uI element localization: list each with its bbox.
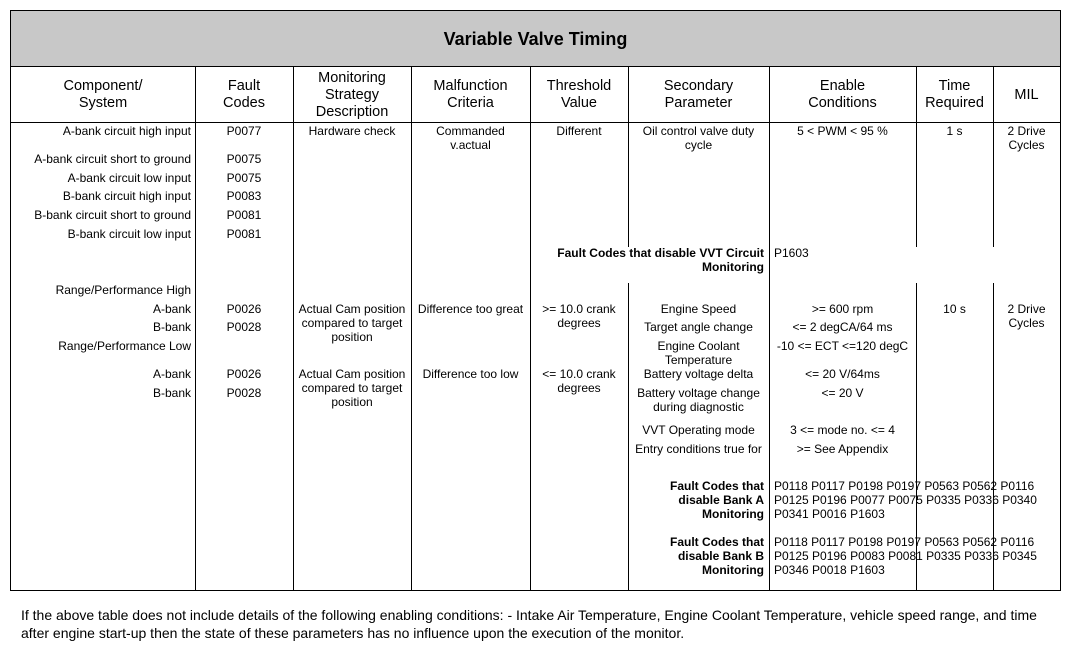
fault-code: P0075 <box>226 152 262 166</box>
enable-condition: 5 < PWM < 95 % <box>797 124 888 138</box>
vvt-disable-label: Fault Codes that disable VVT Circuit <box>557 246 764 260</box>
threshold-value: <= 10.0 crank <box>542 367 616 381</box>
header-malfunction: Malfunction Criteria <box>433 78 508 111</box>
fault-code: P0026 <box>226 367 262 381</box>
component-label: A-bank circuit low input <box>67 171 191 185</box>
fault-code: P0077 <box>226 124 262 138</box>
monitoring-strategy: Hardware check <box>308 124 396 138</box>
monitoring-strategy: compared to target <box>301 316 403 330</box>
mil-value: Cycles <box>1008 316 1045 330</box>
secondary-parameter: Engine Speed <box>660 302 737 316</box>
footnote: If the above table does not include details of the following enabling conditions: - Intake Air Temperature, Engine Coolant Temperature, vehicle speed range, and time after engine start-up then the state of these parameters has no influence upon the execution of the monitor. <box>21 607 1037 641</box>
time-required: 10 s <box>943 302 966 316</box>
threshold-value: Different <box>556 124 602 138</box>
range-performance-high: Range/Performance High <box>55 283 191 297</box>
malfunction-criteria: v.actual <box>450 138 491 152</box>
component-label: B-bank circuit high input <box>62 189 191 203</box>
mil-value: 2 Drive <box>1007 124 1046 138</box>
threshold-value: >= 10.0 crank <box>542 302 616 316</box>
fault-code: P0081 <box>226 227 262 241</box>
bank-a-disable-codes: P0341 P0016 P1603 <box>774 507 885 521</box>
secondary-parameter: Oil control valve duty <box>642 124 755 138</box>
header-time: Time Required <box>925 78 984 111</box>
header-component: Component/ System <box>63 78 143 111</box>
enable-condition: <= 20 V/64ms <box>805 367 880 381</box>
secondary-parameter: during diagnostic <box>653 400 744 414</box>
col-divider <box>916 67 917 247</box>
component-label: B-bank circuit low input <box>67 227 191 241</box>
secondary-parameter: VVT Operating mode <box>642 423 755 437</box>
header-monitoring: Monitoring Strategy Description <box>315 69 389 120</box>
component-label: A-bank circuit high input <box>62 124 191 138</box>
monitoring-strategy: compared to target <box>301 381 403 395</box>
fault-code: P0083 <box>226 189 262 203</box>
header-mil: MIL <box>1014 86 1039 103</box>
header-row <box>11 67 1060 123</box>
malfunction-criteria: Commanded <box>436 124 505 138</box>
component-label: B-bank circuit short to ground <box>34 208 191 222</box>
component-label: A-bank <box>152 367 191 381</box>
header-threshold: Threshold Value <box>546 78 612 111</box>
col-divider <box>628 67 629 247</box>
vvt-disable-codes: P1603 <box>774 246 809 260</box>
header-enable: Enable Conditions <box>808 78 877 111</box>
secondary-parameter: Battery voltage delta <box>643 367 754 381</box>
secondary-parameter: Entry conditions true for <box>635 442 762 456</box>
enable-condition: 3 <= mode no. <= 4 <box>790 423 895 437</box>
col-divider <box>993 67 994 247</box>
secondary-parameter: Target angle change <box>644 320 753 334</box>
bank-a-disable-label: disable Bank A <box>678 493 764 507</box>
bank-a-disable-codes: P0125 P0196 P0077 P0075 P0335 P0336 P0340 <box>774 493 1037 507</box>
fault-code: P0026 <box>226 302 262 316</box>
header-fault-codes: Fault Codes <box>223 78 265 111</box>
vvt-disable-label: Monitoring <box>702 260 764 274</box>
bank-a-disable-label: Fault Codes that <box>669 479 764 493</box>
vvt-table <box>10 10 1061 591</box>
bank-a-disable-codes: P0118 P0117 P0198 P0197 P0563 P0562 P0116 <box>774 479 1035 493</box>
bank-b-disable-codes: P0346 P0018 P1603 <box>774 563 885 577</box>
header-secondary: Secondary Parameter <box>663 78 734 111</box>
monitoring-strategy: Actual Cam position <box>298 302 406 316</box>
monitoring-strategy: position <box>331 395 373 409</box>
secondary-parameter: Temperature <box>664 353 733 367</box>
fault-code: P0028 <box>226 386 262 400</box>
fault-code: P0075 <box>226 171 262 185</box>
bank-b-disable-codes: P0118 P0117 P0198 P0197 P0563 P0562 P0116 <box>774 535 1035 549</box>
secondary-parameter: Battery voltage change <box>637 386 760 400</box>
enable-condition: >= See Appendix <box>796 442 889 456</box>
threshold-value: degrees <box>557 381 601 395</box>
component-label: A-bank circuit short to ground <box>34 152 191 166</box>
fault-code: P0028 <box>226 320 262 334</box>
time-required: 1 s <box>946 124 963 138</box>
enable-condition: -10 <= ECT <=120 degC <box>776 339 909 353</box>
component-label: A-bank <box>152 302 191 316</box>
monitoring-strategy: position <box>331 330 373 344</box>
mil-value: 2 Drive <box>1007 302 1046 316</box>
enable-condition: >= 600 rpm <box>811 302 874 316</box>
enable-condition: <= 2 degCA/64 ms <box>792 320 893 334</box>
mil-value: Cycles <box>1008 138 1045 152</box>
bank-b-disable-codes: P0125 P0196 P0083 P0081 P0335 P0336 P0345 <box>774 549 1037 563</box>
monitoring-strategy: Actual Cam position <box>298 367 406 381</box>
bank-b-disable-label: Fault Codes that <box>669 535 764 549</box>
component-label: B-bank <box>152 320 191 334</box>
fault-code: P0081 <box>226 208 262 222</box>
threshold-value: degrees <box>557 316 601 330</box>
table-title: Variable Valve Timing <box>11 11 1060 67</box>
enable-condition: <= 20 V <box>821 386 864 400</box>
secondary-parameter: cycle <box>684 138 713 152</box>
secondary-parameter: Engine Coolant <box>657 339 740 353</box>
bank-b-disable-label: disable Bank B <box>677 549 764 563</box>
malfunction-criteria: Difference too great <box>417 302 524 316</box>
range-performance-low: Range/Performance Low <box>58 339 191 353</box>
malfunction-criteria: Difference too low <box>422 367 519 381</box>
bank-a-disable-label: Monitoring <box>702 507 764 521</box>
component-label: B-bank <box>152 386 191 400</box>
bank-b-disable-label: Monitoring <box>702 563 764 577</box>
